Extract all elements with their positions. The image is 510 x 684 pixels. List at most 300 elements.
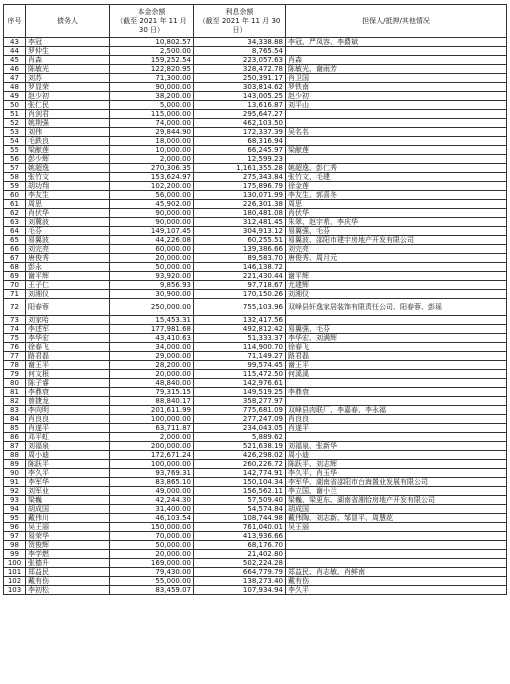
interest-cell: 761,040.01 — [194, 523, 286, 532]
principal-cell: 100,000.00 — [110, 460, 194, 469]
row-number: 90 — [4, 469, 26, 478]
interest-cell: 139,386.66 — [194, 245, 286, 254]
principal-cell: 150,000.00 — [110, 523, 194, 532]
table-row — [4, 451, 507, 460]
row-number: 66 — [4, 245, 26, 254]
principal-cell: 74,000.00 — [110, 119, 194, 128]
interest-cell: 275,343.84 — [194, 173, 286, 182]
debtor-cell: 邓平虹 — [26, 433, 110, 442]
row-number: 76 — [4, 343, 26, 352]
debtor-cell: 肖良良 — [26, 415, 110, 424]
debtor-cell: 贺俊辉 — [26, 541, 110, 550]
row-number: 75 — [4, 334, 26, 343]
debtor-cell: 周思 — [26, 200, 110, 209]
interest-cell: 138,273.40 — [194, 577, 286, 586]
guarantee-cell: 胡成国 — [286, 505, 507, 514]
table-body — [4, 38, 507, 595]
debtor-cell: 周小迪 — [26, 451, 110, 460]
debtor-cell: 张竹文 — [26, 173, 110, 182]
table-row — [4, 191, 507, 200]
row-number: 99 — [4, 550, 26, 559]
principal-cell: 48,840.00 — [110, 379, 194, 388]
debtor-cell: 李初松 — [26, 586, 110, 595]
principal-cell: 10,000.00 — [110, 146, 194, 155]
principal-cell: 159,252.54 — [110, 56, 194, 65]
debtor-cell: 肖剑君 — [26, 110, 110, 119]
table-row — [4, 316, 507, 325]
row-number: 54 — [4, 137, 26, 146]
guarantee-cell: 吴王丽 — [286, 523, 507, 532]
guarantee-cell: 姚超逸、彭仁秀 — [286, 164, 507, 173]
guarantee-cell — [286, 110, 507, 119]
interest-cell: 150,104.34 — [194, 478, 286, 487]
table-row — [4, 218, 507, 227]
guarantee-cell — [286, 263, 507, 272]
row-number: 80 — [4, 379, 26, 388]
principal-cell: 34,000.00 — [110, 343, 194, 352]
table-row — [4, 406, 507, 415]
guarantee-cell: 李立国、谢小兰 — [286, 487, 507, 496]
row-number: 93 — [4, 496, 26, 505]
row-number: 91 — [4, 478, 26, 487]
principal-cell: 270,306.35 — [110, 164, 194, 173]
principal-cell: 153,624.97 — [110, 173, 194, 182]
row-number: 45 — [4, 56, 26, 65]
table-row — [4, 182, 507, 191]
principal-cell: 115,000.00 — [110, 110, 194, 119]
debtor-cell: 李友生 — [26, 191, 110, 200]
guarantee-cell: 肖伏华 — [286, 209, 507, 218]
guarantee-cell — [286, 137, 507, 146]
interest-cell: 60,255.51 — [194, 236, 286, 245]
interest-cell: 97,718.67 — [194, 281, 286, 290]
table-row — [4, 478, 507, 487]
debtor-cell: 李军华 — [26, 478, 110, 487]
row-number: 49 — [4, 92, 26, 101]
interest-cell: 175,896.79 — [194, 182, 286, 191]
row-number: 77 — [4, 352, 26, 361]
table-row — [4, 92, 507, 101]
table-row — [4, 541, 507, 550]
principal-cell: 83,459.07 — [110, 586, 194, 595]
row-number: 72 — [4, 299, 26, 316]
principal-cell: 28,200.00 — [110, 361, 194, 370]
table-row — [4, 361, 507, 370]
interest-cell: 12,599.23 — [194, 155, 286, 164]
principal-cell: 169,000.00 — [110, 559, 194, 568]
row-number: 44 — [4, 47, 26, 56]
table-row — [4, 442, 507, 451]
interest-cell: 328,472.78 — [194, 65, 286, 74]
guarantee-cell: 易翼强、毛芬 — [286, 227, 507, 236]
row-number: 43 — [4, 38, 26, 47]
guarantee-cell — [286, 433, 507, 442]
row-number: 70 — [4, 281, 26, 290]
debtor-cell: 刘家哈 — [26, 316, 110, 325]
principal-cell: 2,000.00 — [110, 155, 194, 164]
row-number: 81 — [4, 388, 26, 397]
guarantee-cell — [286, 397, 507, 406]
table-row — [4, 47, 507, 56]
guarantee-cell: 易翼强、毛芬 — [286, 325, 507, 334]
debtor-cell: 李冠 — [26, 38, 110, 47]
row-number: 62 — [4, 209, 26, 218]
guarantee-cell: 李久平、肖玉华 — [286, 469, 507, 478]
principal-cell: 15,453.31 — [110, 316, 194, 325]
interest-cell: 34,338.88 — [194, 38, 286, 47]
interest-cell: 304,913.12 — [194, 227, 286, 236]
debtor-cell: 刘军业 — [26, 487, 110, 496]
table-row — [4, 173, 507, 182]
row-number: 83 — [4, 406, 26, 415]
debtor-cell: 罗仲生 — [26, 47, 110, 56]
header-interest: 利息余额 （截至 2021 年 11 月 30 日） — [194, 5, 286, 38]
row-number: 58 — [4, 173, 26, 182]
table-row — [4, 101, 507, 110]
principal-cell: 31,400.00 — [110, 505, 194, 514]
interest-cell: 149,519.25 — [194, 388, 286, 397]
principal-cell: 45,902.00 — [110, 200, 194, 209]
row-number: 64 — [4, 227, 26, 236]
principal-cell: 90,000.00 — [110, 209, 194, 218]
table-row — [4, 433, 507, 442]
row-number: 86 — [4, 433, 26, 442]
guarantee-cell: 梁献莲 — [286, 146, 507, 155]
guarantee-cell: 谢王平 — [286, 361, 507, 370]
interest-cell: 142,774.91 — [194, 469, 286, 478]
table-row — [4, 352, 507, 361]
principal-cell: 250,000.00 — [110, 299, 194, 316]
table-row — [4, 209, 507, 218]
row-number: 79 — [4, 370, 26, 379]
table-row — [4, 38, 507, 47]
interest-cell: 492,812.42 — [194, 325, 286, 334]
principal-cell: 38,200.00 — [110, 92, 194, 101]
guarantee-cell: 戴伟陶、刘志新、邹冒平、周慧花 — [286, 514, 507, 523]
debtor-cell: 梁巍 — [26, 496, 110, 505]
principal-cell: 79,430.00 — [110, 568, 194, 577]
debtor-cell: 唐俊秀 — [26, 254, 110, 263]
interest-cell: 66,245.97 — [194, 146, 286, 155]
principal-cell: 44,226.08 — [110, 236, 194, 245]
principal-cell: 93,769.31 — [110, 469, 194, 478]
row-number: 95 — [4, 514, 26, 523]
interest-cell: 89,583.70 — [194, 254, 286, 263]
debtor-cell: 李述军 — [26, 325, 110, 334]
interest-cell: 180,481.08 — [194, 209, 286, 218]
principal-cell: 20,000.00 — [110, 254, 194, 263]
debtor-cell: 彭少辉 — [26, 155, 110, 164]
principal-cell: 93,920.00 — [110, 272, 194, 281]
table-row — [4, 469, 507, 478]
guarantee-cell — [286, 550, 507, 559]
interest-cell: 51,333.37 — [194, 334, 286, 343]
interest-cell: 277,247.09 — [194, 415, 286, 424]
table-row — [4, 299, 507, 316]
interest-cell: 71,149.27 — [194, 352, 286, 361]
interest-cell: 143,005.25 — [194, 92, 286, 101]
table-row — [4, 272, 507, 281]
guarantee-cell: 李华宏、刘满辉 — [286, 334, 507, 343]
interest-cell: 664,779.79 — [194, 568, 286, 577]
interest-cell: 142,976.61 — [194, 379, 286, 388]
guarantee-cell: 吴名名 — [286, 128, 507, 137]
table-row — [4, 119, 507, 128]
interest-cell: 312,481.45 — [194, 218, 286, 227]
row-number: 96 — [4, 523, 26, 532]
row-number: 102 — [4, 577, 26, 586]
row-number: 65 — [4, 236, 26, 245]
principal-cell: 5,000.00 — [110, 101, 194, 110]
interest-cell: 221,430.44 — [194, 272, 286, 281]
table-row — [4, 523, 507, 532]
guarantee-cell: 陈跃平、刘志辉 — [286, 460, 507, 469]
table-row — [4, 514, 507, 523]
interest-cell: 260,226.72 — [194, 460, 286, 469]
guarantee-cell: 肖遂平 — [286, 424, 507, 433]
row-number: 101 — [4, 568, 26, 577]
table-row — [4, 137, 507, 146]
principal-cell: 90,000.00 — [110, 83, 194, 92]
interest-cell: 358,277.97 — [194, 397, 286, 406]
debt-schedule-document — [3, 4, 506, 595]
row-number: 50 — [4, 101, 26, 110]
debtor-cell: 陈跃平 — [26, 460, 110, 469]
row-number: 68 — [4, 263, 26, 272]
row-number: 74 — [4, 325, 26, 334]
guarantee-cell: 刘湘仪 — [286, 290, 507, 299]
principal-cell: 83,865.10 — [110, 478, 194, 487]
principal-cell: 63,711.87 — [110, 424, 194, 433]
table-row — [4, 424, 507, 433]
header-debtor: 债务人 — [26, 5, 110, 38]
table-row — [4, 128, 507, 137]
interest-cell: 775,681.09 — [194, 406, 286, 415]
table-row — [4, 263, 507, 272]
principal-cell: 2,500.00 — [110, 47, 194, 56]
table-row — [4, 577, 507, 586]
interest-cell: 68,176.70 — [194, 541, 286, 550]
principal-cell: 20,000.00 — [110, 370, 194, 379]
principal-cell: 20,000.00 — [110, 550, 194, 559]
guarantee-cell: 罗铁南 — [286, 83, 507, 92]
row-number: 92 — [4, 487, 26, 496]
debtor-cell: 李学燃 — [26, 550, 110, 559]
table-row — [4, 568, 507, 577]
table-row — [4, 505, 507, 514]
row-number: 88 — [4, 451, 26, 460]
principal-cell: 29,000.00 — [110, 352, 194, 361]
row-number: 85 — [4, 424, 26, 433]
guarantee-cell: 梁巍、梁更东、湖南省湘恰房地产开发有限公司 — [286, 496, 507, 505]
table-row — [4, 236, 507, 245]
row-number: 59 — [4, 182, 26, 191]
guarantee-cell: 双峰县肉联厂、李嘉春、李永福 — [286, 406, 507, 415]
row-number: 82 — [4, 397, 26, 406]
debtor-cell: 毛鉄良 — [26, 137, 110, 146]
principal-cell: 149,107.45 — [110, 227, 194, 236]
table-row — [4, 146, 507, 155]
principal-cell: 172,671.24 — [110, 451, 194, 460]
debtor-cell: 肖森 — [26, 56, 110, 65]
debtor-cell: 李向明 — [26, 406, 110, 415]
interest-cell: 462,103.50 — [194, 119, 286, 128]
debtor-cell: 肖遂平 — [26, 424, 110, 433]
interest-cell: 226,301.38 — [194, 200, 286, 209]
interest-cell: 132,417.56 — [194, 316, 286, 325]
header-guarantee: 担保人/抵押/其他情况 — [286, 5, 507, 38]
debtor-cell: 曾捷龙 — [26, 397, 110, 406]
debtor-cell: 谢平辉 — [26, 272, 110, 281]
guarantee-cell: 徐金莲 — [286, 182, 507, 191]
table-row — [4, 397, 507, 406]
principal-cell: 43,410.63 — [110, 334, 194, 343]
principal-cell: 50,000.00 — [110, 263, 194, 272]
table-row — [4, 559, 507, 568]
table-row — [4, 379, 507, 388]
principal-cell: 30,900.00 — [110, 290, 194, 299]
row-number: 53 — [4, 128, 26, 137]
table-row — [4, 110, 507, 119]
interest-cell: 5,889.62 — [194, 433, 286, 442]
interest-cell: 426,298.02 — [194, 451, 286, 460]
interest-cell: 8,765.54 — [194, 47, 286, 56]
row-number: 60 — [4, 191, 26, 200]
interest-cell: 1,161,355.28 — [194, 164, 286, 173]
debtor-cell: 路君磊 — [26, 352, 110, 361]
guarantee-cell: 徐春飞 — [286, 343, 507, 352]
row-number: 57 — [4, 164, 26, 173]
interest-cell: 303,814.62 — [194, 83, 286, 92]
principal-cell: 79,315.15 — [110, 388, 194, 397]
debtor-cell: 陈敏光 — [26, 65, 110, 74]
guarantee-cell: 朱翠、赵宇希、李庆华 — [286, 218, 507, 227]
row-number: 71 — [4, 290, 26, 299]
guarantee-cell: 刘平山 — [286, 101, 507, 110]
interest-cell: 250,391.17 — [194, 74, 286, 83]
table-row — [4, 343, 507, 352]
guarantee-cell: 张竹文、毛建 — [286, 173, 507, 182]
debtor-cell: 胡功翔 — [26, 182, 110, 191]
row-number: 87 — [4, 442, 26, 451]
interest-cell: 13,616.87 — [194, 101, 286, 110]
interest-cell: 502,224.28 — [194, 559, 286, 568]
guarantee-cell: 唐俊秀、周月元 — [286, 254, 507, 263]
guarantee-cell: 李友生、郭喜冬 — [286, 191, 507, 200]
principal-cell: 46,103.54 — [110, 514, 194, 523]
guarantee-cell: 郑益民、肖志敏、肖鲜南 — [286, 568, 507, 577]
principal-cell: 70,000.00 — [110, 532, 194, 541]
guarantee-cell: 尤建辉 — [286, 281, 507, 290]
debtor-cell: 郑益民 — [26, 568, 110, 577]
interest-cell: 413,936.66 — [194, 532, 286, 541]
interest-cell: 99,574.45 — [194, 361, 286, 370]
interest-cell: 114,900.70 — [194, 343, 286, 352]
principal-cell: 10,802.57 — [110, 38, 194, 47]
header-row — [4, 5, 507, 38]
interest-cell: 156,562.11 — [194, 487, 286, 496]
interest-cell: 57,509.40 — [194, 496, 286, 505]
row-number: 103 — [4, 586, 26, 595]
row-number: 48 — [4, 83, 26, 92]
row-number: 46 — [4, 65, 26, 74]
principal-cell: 49,000.00 — [110, 487, 194, 496]
principal-cell: 50,000.00 — [110, 541, 194, 550]
principal-cell: 29,844.90 — [110, 128, 194, 137]
row-number: 84 — [4, 415, 26, 424]
guarantee-cell — [286, 316, 507, 325]
debtor-cell: 张仁民 — [26, 101, 110, 110]
table-row — [4, 460, 507, 469]
principal-cell: 200,000.00 — [110, 442, 194, 451]
principal-cell: 56,000.00 — [110, 191, 194, 200]
interest-cell: 172,337.39 — [194, 128, 286, 137]
debtor-cell: 谢王平 — [26, 361, 110, 370]
interest-cell: 108,744.98 — [194, 514, 286, 523]
interest-cell: 54,574.84 — [194, 505, 286, 514]
row-number: 51 — [4, 110, 26, 119]
guarantee-cell: 路君磊 — [286, 352, 507, 361]
table-row — [4, 388, 507, 397]
row-number: 52 — [4, 119, 26, 128]
table-row — [4, 155, 507, 164]
debtor-cell: 姚荆强 — [26, 119, 110, 128]
guarantee-cell: 赵少初 — [286, 92, 507, 101]
row-number: 55 — [4, 146, 26, 155]
debtor-cell: 徐春飞 — [26, 343, 110, 352]
guarantee-cell — [286, 541, 507, 550]
row-number: 94 — [4, 505, 26, 514]
table-row — [4, 334, 507, 343]
principal-cell: 177,981.68 — [110, 325, 194, 334]
row-number: 67 — [4, 254, 26, 263]
debtor-cell: 王子仁 — [26, 281, 110, 290]
interest-cell: 21,402.80 — [194, 550, 286, 559]
table-row — [4, 550, 507, 559]
guarantee-cell: 陈敏光、谢雨芳 — [286, 65, 507, 74]
principal-cell: 201,611.99 — [110, 406, 194, 415]
table-row — [4, 586, 507, 595]
table-row — [4, 164, 507, 173]
row-number: 61 — [4, 200, 26, 209]
guarantee-cell: 周小迪 — [286, 451, 507, 460]
interest-cell: 521,638.19 — [194, 442, 286, 451]
debtor-cell: 何文根 — [26, 370, 110, 379]
debt-table — [3, 4, 507, 595]
table-row — [4, 245, 507, 254]
interest-cell: 755,103.96 — [194, 299, 286, 316]
guarantee-cell — [286, 559, 507, 568]
debtor-cell: 姚超逸 — [26, 164, 110, 173]
interest-cell: 115,472.50 — [194, 370, 286, 379]
debtor-cell: 李鼎衰 — [26, 388, 110, 397]
header-principal: 本金余额 （截至 2021 年 11 月 30 日） — [110, 5, 194, 38]
interest-cell: 295,647.27 — [194, 110, 286, 119]
principal-cell: 9,856.93 — [110, 281, 194, 290]
header-no: 序号 — [4, 5, 26, 38]
principal-cell: 18,000.00 — [110, 137, 194, 146]
principal-cell: 42,244.30 — [110, 496, 194, 505]
debtor-cell: 阳春蓉 — [26, 299, 110, 316]
row-number: 63 — [4, 218, 26, 227]
row-number: 47 — [4, 74, 26, 83]
principal-cell: 102,200.00 — [110, 182, 194, 191]
interest-cell: 107,934.94 — [194, 586, 286, 595]
guarantee-cell — [286, 119, 507, 128]
guarantee-cell — [286, 532, 507, 541]
principal-cell: 71,300.00 — [110, 74, 194, 83]
interest-cell: 146,138.72 — [194, 263, 286, 272]
